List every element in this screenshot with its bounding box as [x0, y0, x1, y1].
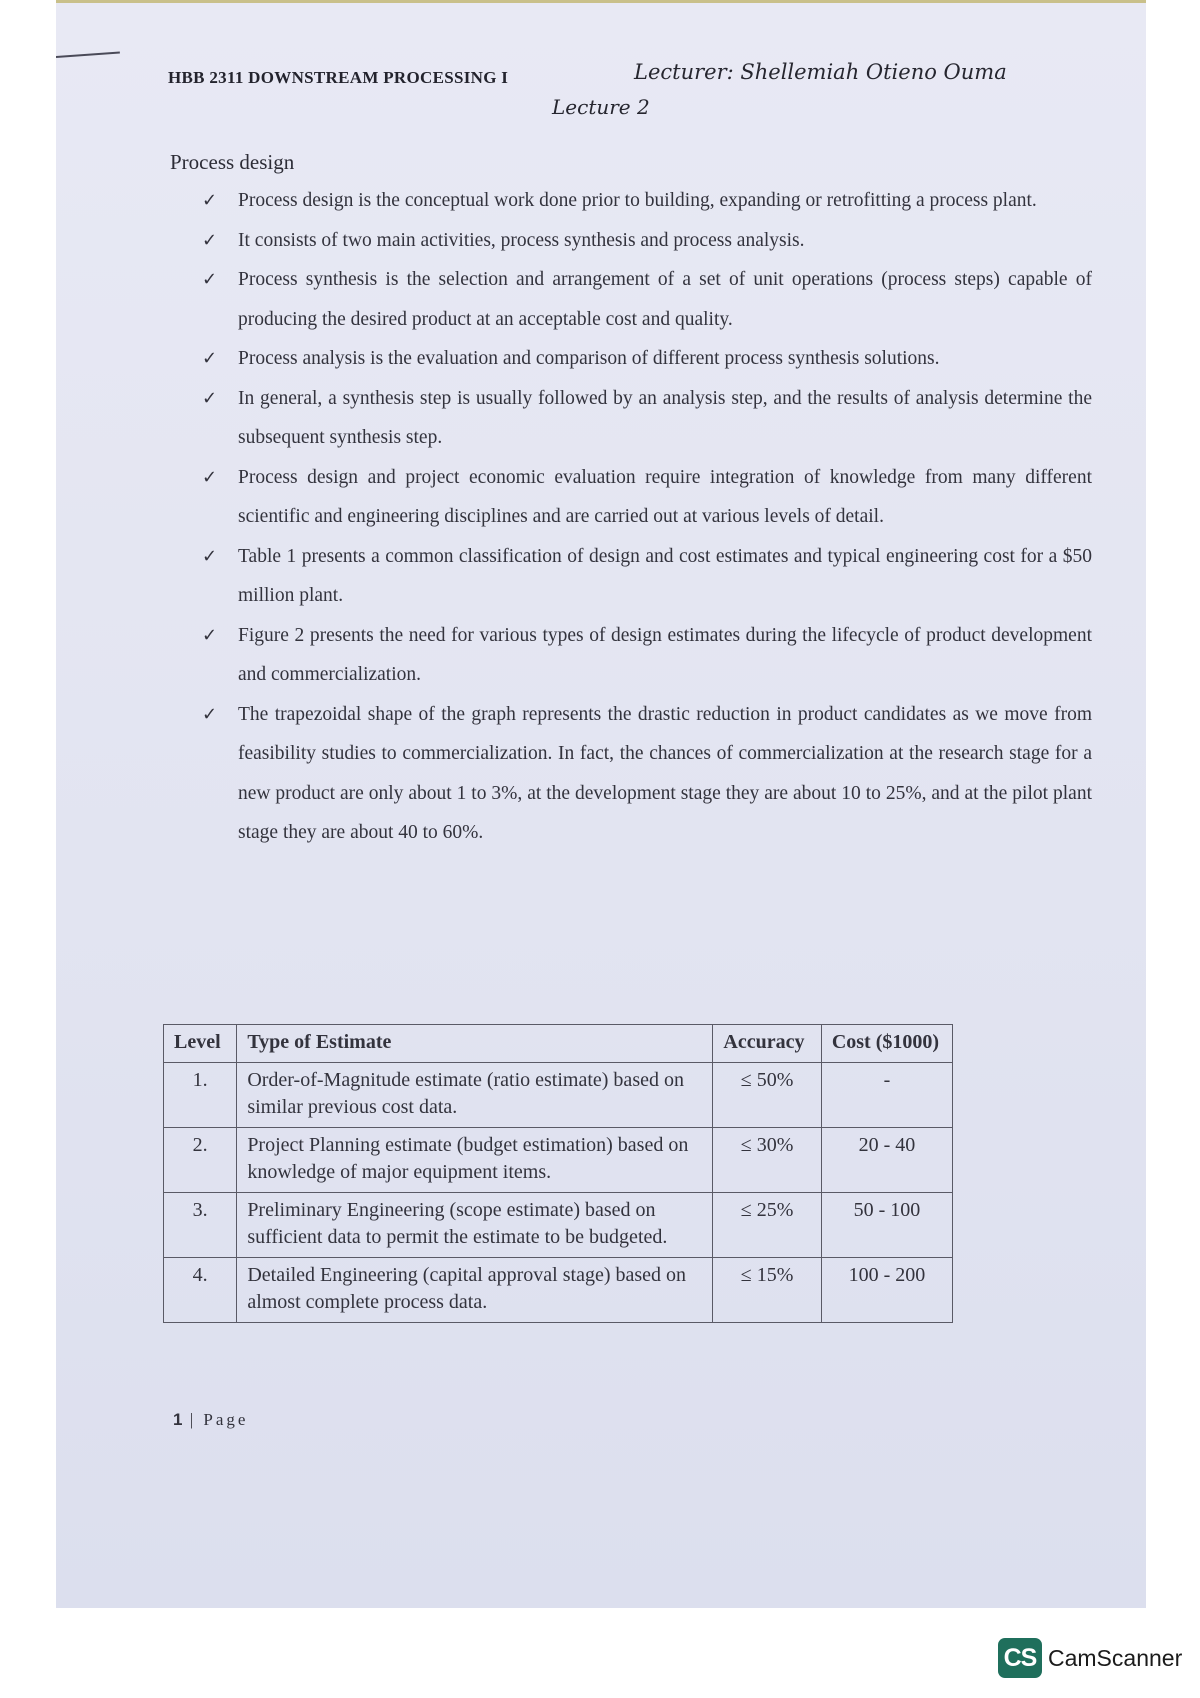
section-title: Process design: [170, 150, 295, 174]
page-number: [173, 1410, 248, 1430]
cell-level: 3.: [164, 1193, 237, 1258]
course-code-title: HBB 2311 DOWNSTREAM PROCESSING I: [168, 68, 509, 87]
check-icon: ✓: [202, 466, 218, 488]
lecture-number: Lecture 2: [552, 95, 650, 119]
cell-cost: 100 - 200: [821, 1258, 952, 1323]
bullet-item: [202, 181, 1092, 221]
bullet-text: Process design is the conceptual work done prior to building, expanding or retrofitting a process plant.: [238, 190, 1037, 211]
cell-level: 1.: [164, 1063, 237, 1128]
page-top-edge: [56, 0, 1146, 3]
bullet-text: Figure 2 presents the need for various types of design estimates during the lifecycle of product development and commercialization.: [238, 624, 1092, 685]
bullet-text: Process design and project economic evaluation require integration of knowledge from many different scientific and engineering disciplines and are carried out at various levels of detail.: [238, 466, 1092, 527]
cell-accuracy: ≤ 50%: [713, 1063, 821, 1128]
header-level: Level: [164, 1025, 237, 1063]
bullet-item: [202, 458, 1092, 537]
scanned-page: [56, 0, 1146, 1608]
bullet-item: [202, 537, 1092, 616]
check-icon: ✓: [202, 190, 218, 211]
check-icon: ✓: [202, 269, 218, 290]
page-number-value: 1: [173, 1410, 183, 1429]
table-header-row: [164, 1025, 953, 1063]
cell-type: Detailed Engineering (capital approval stage) based on almost complete process data.: [237, 1258, 713, 1323]
bullet-item: [202, 221, 1092, 261]
cell-type: Order-of-Magnitude estimate (ratio estimate) based on similar previous cost data.: [237, 1063, 713, 1128]
cell-accuracy: ≤ 30%: [713, 1128, 821, 1193]
bullet-text: Table 1 presents a common classification of design and cost estimates and typical engineering cost for a $50 million plant.: [238, 545, 1092, 606]
check-icon: ✓: [202, 229, 218, 251]
cell-cost: -: [821, 1063, 952, 1128]
cell-type: Preliminary Engineering (scope estimate) based on sufficient data to permit the estimate to be budgeted.: [237, 1193, 713, 1258]
check-icon: ✓: [202, 348, 218, 369]
table-row: [164, 1063, 953, 1128]
bullet-text: It consists of two main activities, process synthesis and process analysis.: [238, 229, 805, 251]
bullet-text: Process synthesis is the selection and arrangement of a set of unit operations (process steps) capable of producing the desired product at an acceptable cost and quality.: [238, 269, 1092, 330]
bullet-item: [202, 379, 1092, 458]
cell-type: Project Planning estimate (budget estimation) based on knowledge of major equipment items.: [237, 1128, 713, 1193]
cell-cost: 20 - 40: [821, 1128, 952, 1193]
camscanner-brand: CamScanner: [1048, 1644, 1183, 1671]
camscanner-logo-icon: [998, 1638, 1042, 1678]
table-row: [164, 1193, 953, 1258]
bullet-text: In general, a synthesis step is usually followed by an analysis step, and the results of analysis determine the subsequent synthesis step.: [238, 387, 1092, 448]
bullet-item: [202, 616, 1092, 695]
cell-accuracy: ≤ 25%: [713, 1193, 821, 1258]
table-row: [164, 1128, 953, 1193]
header-cost: Cost ($1000): [821, 1025, 952, 1063]
page-label: | Page: [189, 1410, 249, 1429]
bullet-item: [202, 695, 1092, 853]
cell-level: 4.: [164, 1258, 237, 1323]
pen-mark: [56, 52, 120, 58]
header-accuracy: Accuracy: [713, 1025, 821, 1063]
check-icon: ✓: [202, 387, 218, 409]
check-icon: ✓: [202, 624, 218, 646]
cell-cost: 50 - 100: [821, 1193, 952, 1258]
estimate-classification-table: [163, 1024, 953, 1323]
bullet-item: [202, 339, 1092, 379]
cell-level: 2.: [164, 1128, 237, 1193]
camscanner-logo-text: CS: [1003, 1643, 1037, 1672]
camscanner-watermark: [998, 1638, 1182, 1678]
lecturer-name: Lecturer: Shellemiah Otieno Ouma: [634, 60, 1007, 84]
bullet-text: Process analysis is the evaluation and comparison of different process synthesis solutions.: [238, 348, 940, 369]
header-type: Type of Estimate: [237, 1025, 713, 1063]
table-row: [164, 1258, 953, 1323]
check-icon: ✓: [202, 703, 218, 725]
bullet-item: [202, 260, 1092, 339]
cell-accuracy: ≤ 15%: [713, 1258, 821, 1323]
bullet-list: [202, 181, 1092, 853]
bullet-text: The trapezoidal shape of the graph represents the drastic reduction in product candidates as we move from feasibility studies to commercialization. In fact, the chances of commercialization at the research stage for a new product are only about 1 to 3%, at the development stage they are about 10 to 25%, and at the pilot plant stage they are about 40 to 60%.: [238, 703, 1092, 843]
check-icon: ✓: [202, 545, 218, 567]
